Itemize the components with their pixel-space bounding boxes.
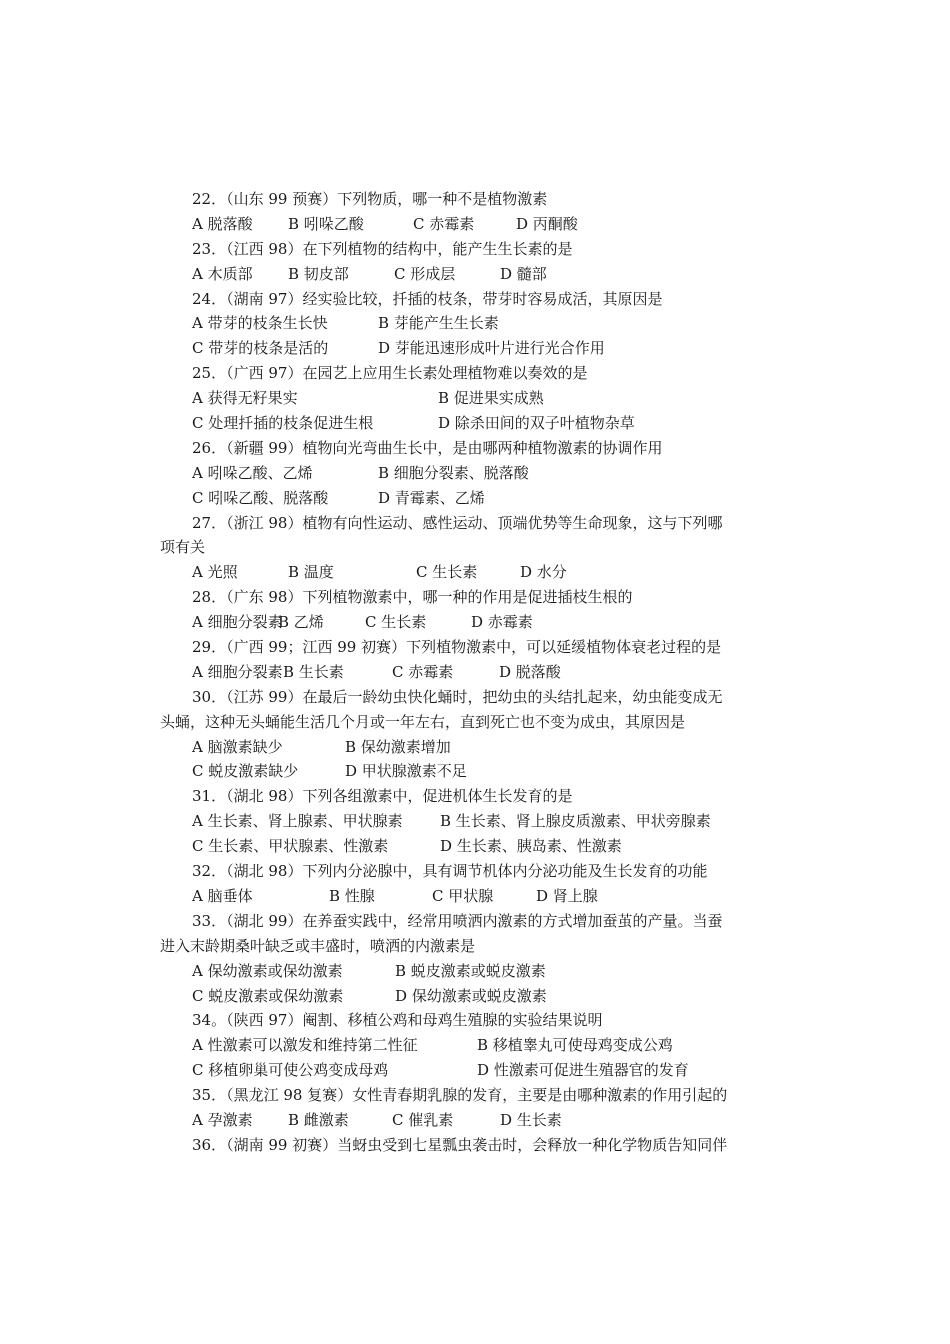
question-stem: 34。（陕西 97）阉割、移植公鸡和母鸡生殖腺的实验结果说明 — [192, 1011, 603, 1030]
question-stem: 22．（山东 99 预赛）下列物质，哪一种不是植物激素 — [192, 190, 548, 208]
answer-option: A 细胞分裂素 — [192, 662, 283, 681]
answer-option: D 青霉素、乙烯 — [378, 488, 485, 507]
question-list — [160, 187, 800, 1158]
answer-option: B 芽能产生生长素 — [378, 314, 499, 333]
answer-option: C 处理扦插的枝条促进生根 — [192, 414, 374, 433]
answer-option: D 除杀田间的双子叶植物杂草 — [438, 414, 635, 433]
question-stem: 31．（湖北 98）下列各组激素中，促进机体生长发育的是 — [192, 787, 573, 806]
answer-option: B 生长素 — [283, 662, 344, 681]
answer-option: C 形成层 — [394, 264, 456, 283]
options-row — [160, 1033, 800, 1058]
options-row — [160, 486, 800, 511]
question-stem: 33．（湖北 99）在养蚕实践中，经常用喷洒内激素的方式增加蚕茧的产量。当蚕 — [192, 911, 723, 930]
answer-option: D 保幼激素或蜕皮激素 — [395, 986, 547, 1005]
options-row — [160, 959, 800, 984]
answer-option: D 髓部 — [500, 264, 547, 283]
options-row — [160, 461, 800, 486]
question-stem: 28．（广东 98）下列植物激素中，哪一种的作用是促进插枝生根的 — [192, 588, 633, 607]
options-row — [160, 660, 800, 685]
answer-option: A 性激素可以激发和维持第二性征 — [192, 1036, 418, 1055]
question-stem: 23．（江西 98）在下列植物的结构中，能产生生长素的是 — [192, 239, 573, 258]
question-stem: 36．（湖南 99 初赛）当蚜虫受到七星瓢虫袭击时，会释放一种化学物质告知同伴 — [192, 1135, 728, 1154]
question-stem: 25．（广西 97）在园艺上应用生长素处理植物难以奏效的是 — [192, 364, 588, 383]
answer-option: D 生长素 — [500, 1110, 562, 1129]
options-row — [160, 560, 800, 585]
answer-option: B 吲哚乙酸 — [288, 214, 364, 233]
answer-option: B 细胞分裂素、脱落酸 — [378, 463, 529, 482]
options-row — [160, 336, 800, 361]
options-row — [160, 884, 800, 909]
answer-option: C 生长素、甲状腺素、性激素 — [192, 837, 389, 856]
answer-option: B 促进果实成熟 — [438, 389, 544, 408]
answer-option: B 温度 — [288, 563, 334, 582]
question-stem: 35．（黑龙江 98 复赛）女性青春期乳腺的发育，主要是由哪种激素的作用引起的 — [192, 1086, 728, 1105]
answer-option: A 脑激素缺少 — [192, 737, 283, 756]
answer-option: C 蜕皮激素缺少 — [192, 762, 299, 781]
answer-option: B 生长素、肾上腺皮质激素、甲状旁腺素 — [440, 812, 711, 831]
answer-option: B 移植睾丸可使母鸡变成公鸡 — [477, 1036, 673, 1055]
question-stem-continued: 项有关 — [160, 538, 206, 557]
answer-option: A 孕激素 — [192, 1110, 253, 1129]
question-stem: 27．（浙江 98）植物有向性运动、感性运动、顶端优势等生命现象，这与下列哪 — [192, 513, 723, 532]
answer-option: C 赤霉素 — [413, 214, 475, 233]
answer-option: D 芽能迅速形成叶片进行光合作用 — [378, 339, 605, 358]
options-row — [160, 262, 800, 287]
answer-option: C 赤霉素 — [392, 662, 454, 681]
answer-option: A 光照 — [192, 563, 238, 582]
options-row — [160, 411, 800, 436]
answer-option: A 保幼激素或保幼激素 — [192, 961, 343, 980]
options-row — [160, 809, 800, 834]
answer-option: C 催乳素 — [392, 1110, 454, 1129]
options-row — [160, 735, 800, 760]
options-row — [160, 984, 800, 1009]
options-row — [160, 1108, 800, 1133]
answer-option: B 性腺 — [329, 886, 375, 905]
options-row — [160, 759, 800, 784]
answer-option: A 带芽的枝条生长快 — [192, 314, 328, 333]
answer-option: A 获得无籽果实 — [192, 389, 298, 408]
question-stem-continued: 头蛹，这种无头蛹能生活几个月或一年左右，直到死亡也不变为成虫，其原因是 — [160, 712, 686, 731]
answer-option: C 吲哚乙酸、脱落酸 — [192, 488, 329, 507]
answer-option: B 保幼激素增加 — [345, 737, 451, 756]
question-stem: 32．（湖北 98）下列内分泌腺中，具有调节机体内分泌功能及生长发育的功能 — [192, 862, 708, 881]
question-stem-continued: 进入末龄期桑叶缺乏或丰盛时，喷洒的内激素是 — [160, 936, 476, 955]
answer-option: A 生长素、肾上腺素、甲状腺素 — [192, 812, 403, 831]
question-stem: 30．（江苏 99）在最后一龄幼虫快化蛹时，把幼虫的头结扎起来，幼虫能变成无 — [192, 687, 723, 706]
answer-option: D 丙酮酸 — [516, 214, 578, 233]
answer-option: A 脱落酸 — [192, 214, 253, 233]
answer-option: C 生长素 — [416, 563, 478, 582]
answer-option: B 蜕皮激素或蜕皮激素 — [395, 961, 546, 980]
answer-option: B 韧皮部 — [288, 264, 349, 283]
answer-option: D 赤霉素 — [471, 613, 533, 632]
question-stem: 24．（湖南 97）经实验比较，扦插的枝条，带芽时容易成活，其原因是 — [192, 289, 663, 308]
answer-option: C 蜕皮激素或保幼激素 — [192, 986, 344, 1005]
answer-option: B 雌激素 — [288, 1110, 349, 1129]
answer-option: A 脑垂体 — [192, 886, 253, 905]
answer-option: A 吲哚乙酸、乙烯 — [192, 463, 313, 482]
options-row — [160, 834, 800, 859]
answer-option: C 生长素 — [365, 613, 427, 632]
answer-option: C 带芽的枝条是活的 — [192, 339, 329, 358]
answer-option: C 甲状腺 — [432, 886, 494, 905]
options-row — [160, 610, 800, 635]
answer-option: C 移植卵巢可使公鸡变成母鸡 — [192, 1061, 389, 1080]
answer-option: A 木质部 — [192, 264, 253, 283]
options-row — [160, 311, 800, 336]
answer-option: B 乙烯 — [278, 613, 324, 632]
answer-option: D 脱落酸 — [499, 662, 561, 681]
options-row — [160, 212, 800, 237]
answer-option: D 水分 — [520, 563, 567, 582]
answer-option: D 甲状腺激素不足 — [345, 762, 467, 781]
question-stem: 29．（广西 99；江西 99 初赛）下列植物激素中，可以延缓植物体衰老过程的是 — [192, 638, 722, 657]
options-row — [160, 1058, 800, 1083]
question-stem: 26．（新疆 99）植物向光弯曲生长中，是由哪两种植物激素的协调作用 — [192, 438, 663, 457]
answer-option: D 性激素可促进生殖器官的发育 — [477, 1061, 689, 1080]
options-row — [160, 386, 800, 411]
answer-option: A 细胞分裂素 — [192, 613, 283, 632]
answer-option: D 肾上腺 — [536, 886, 598, 905]
answer-option: D 生长素、胰岛素、性激素 — [440, 837, 622, 856]
